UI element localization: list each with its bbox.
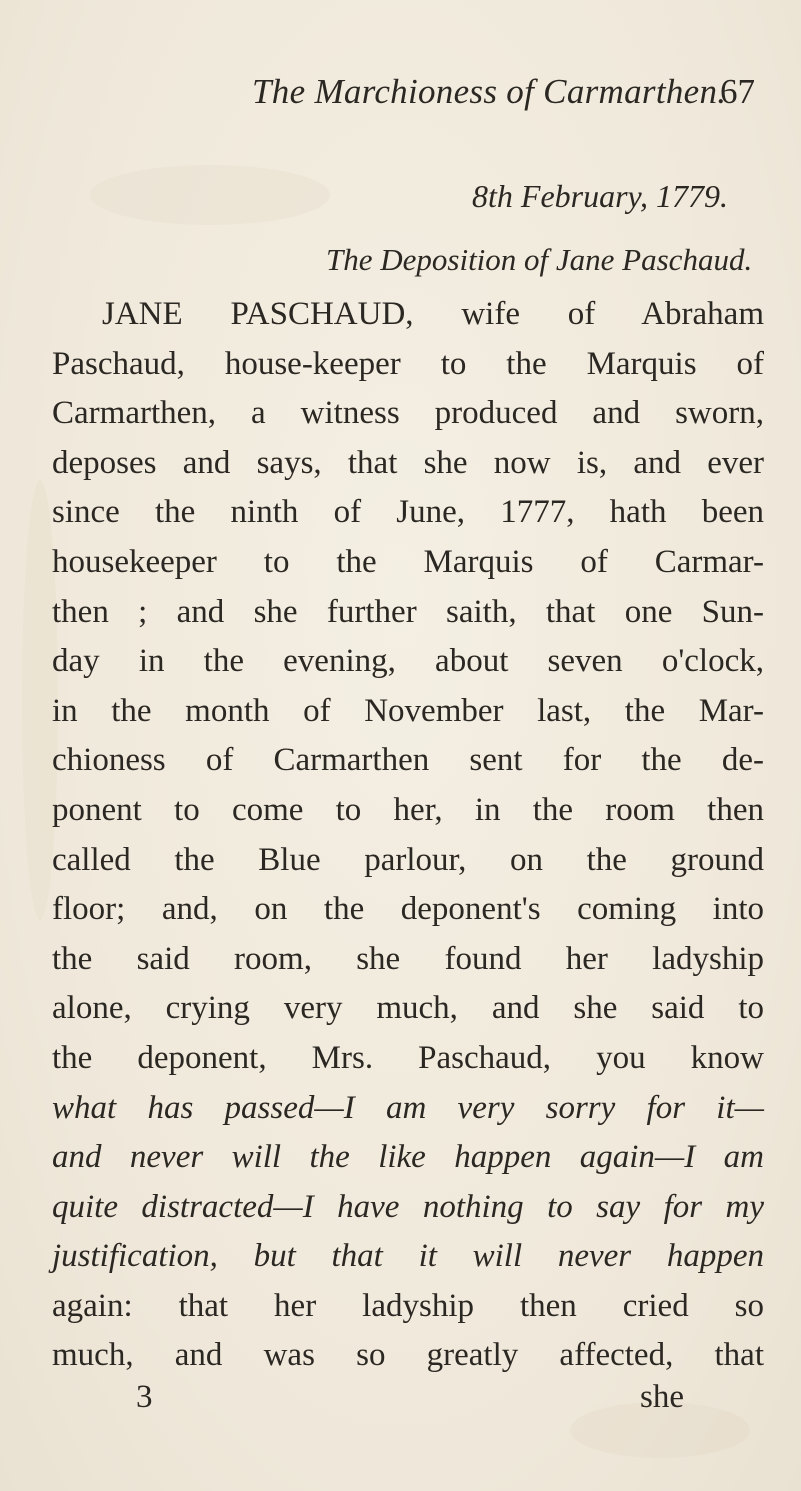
text-line: housekeeper to the Marquis of Carmar- — [52, 543, 764, 580]
text-line: much, and was so greatly affected, that — [52, 1337, 764, 1374]
text-line: and never will the like happen again—I am — [52, 1139, 764, 1176]
text-line: in the month of November last, the Mar- — [52, 692, 764, 729]
running-title: The Marchioness of Carmarthen. — [252, 72, 727, 111]
text-line: floor; and, on the deponent's coming into — [52, 891, 764, 928]
page-number: 67 — [720, 72, 755, 111]
section-heading: The Deposition of Jane Paschaud. — [326, 242, 753, 277]
text-line: quite distracted—I have nothing to say for my — [52, 1188, 764, 1225]
text-line: since the ninth of June, 1777, hath been — [52, 494, 764, 531]
running-head — [0, 62, 801, 118]
text-line: deposes and says, that she now is, and ever — [52, 444, 764, 481]
text-line: justification, but that it will never happen — [52, 1238, 764, 1275]
text-line: the said room, she found her ladyship — [52, 940, 764, 977]
text-line: JANE PASCHAUD, wife of Abraham — [102, 296, 764, 332]
text-line: again: that her ladyship then cried so — [52, 1287, 764, 1324]
text-line: called the Blue parlour, on the ground — [52, 841, 764, 878]
text-line: the deponent, Mrs. Paschaud, you know — [52, 1039, 764, 1076]
page-footer — [0, 1375, 801, 1425]
catchword: she — [640, 1379, 684, 1415]
text-line: ponent to come to her, in the room then — [52, 791, 764, 828]
deposition-text — [52, 290, 764, 1381]
text-line: alone, crying very much, and she said to — [52, 990, 764, 1027]
text-line: day in the evening, about seven o'clock, — [52, 643, 764, 680]
signature-mark: 3 — [136, 1379, 153, 1415]
text-line: what has passed—I am very sorry for it— — [52, 1089, 764, 1126]
text-line: Carmarthen, a witness produced and sworn, — [52, 395, 764, 432]
text-line: then ; and she further saith, that one Sun- — [52, 593, 764, 630]
text-line: Paschaud, house-keeper to the Marquis of — [52, 345, 764, 382]
text-line: chioness of Carmarthen sent for the de- — [52, 742, 764, 779]
dateline: 8th February, 1779. — [472, 178, 728, 214]
